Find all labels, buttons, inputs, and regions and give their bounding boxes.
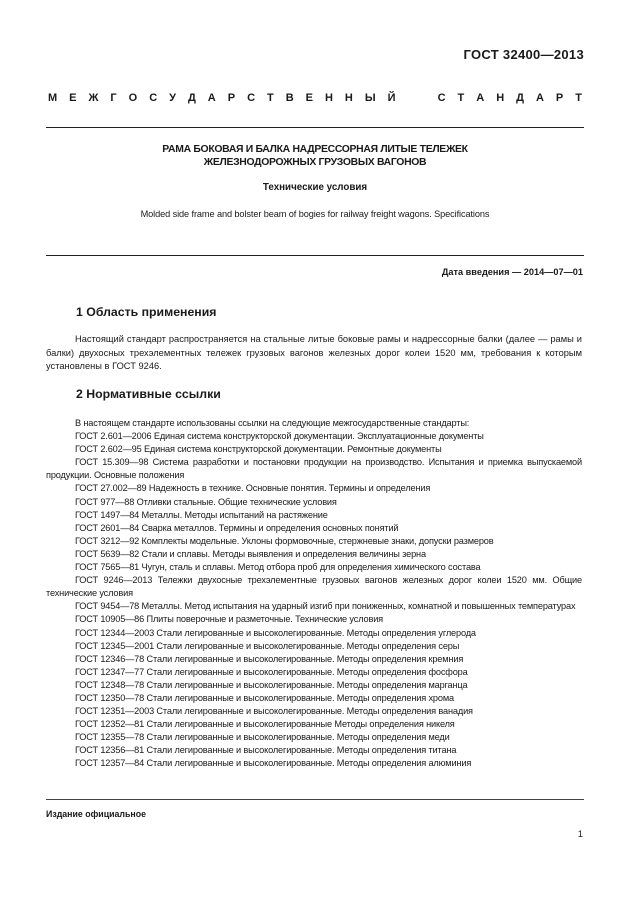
english-title: Molded side frame and bolster beam of bogies for railway freight wagons. Specifications <box>140 209 490 219</box>
reference-item: ГОСТ 2601—84 Сварка металлов. Термины и определения основных понятий <box>75 522 399 533</box>
banner-letter: А <box>535 92 544 104</box>
banner-letter: С <box>437 92 446 104</box>
reference-item: ГОСТ 12348—78 Стали легированные и высоколегированные. Методы определения марганца <box>75 679 468 690</box>
reference-item: ГОСТ 12345—2001 Стали легированные и высоколегированные. Методы определения серы <box>75 640 460 651</box>
banner-letter: Ж <box>88 92 99 104</box>
banner-letter: Й <box>387 92 396 104</box>
reference-item: ГОСТ 977—88 Отливки стальные. Общие технические условия <box>75 496 337 507</box>
reference-item: ГОСТ 27.002—89 Надежность в технике. Основные понятия. Термины и определения <box>75 483 431 494</box>
banner-letter: Е <box>69 92 77 104</box>
document-subtitle: Технические условия <box>262 182 368 193</box>
reference-item: ГОСТ 12350—78 Стали легированные и высоколегированные. Методы определения хрома <box>75 692 454 703</box>
title-line-1: РАМА БОКОВАЯ И БАЛКА НАДРЕССОРНАЯ ЛИТЫЕ ТЕЛЕЖЕК <box>162 144 468 155</box>
reference-item: ГОСТ 7565—81 Чугун, сталь и сплавы. Метод отбора проб для определения химического состава <box>75 562 481 573</box>
reference-item: ГОСТ 2.602—95 Единая система конструкторской документации. Ремонтные документы <box>75 444 442 455</box>
banner-letter: Д <box>187 92 196 104</box>
references-intro: В настоящем стандарте использованы ссылки на следующие межгосударственные стандарты: <box>75 418 470 428</box>
banner-letter: Г <box>110 92 117 104</box>
banner-letter: Р <box>555 92 564 104</box>
reference-item: ГОСТ 12355—78 Стали легированные и высоколегированные. Методы определения меди <box>75 732 450 743</box>
scope-paragraph: Настоящий стандарт распространяется на стальные литые боковые рамы и надрессорные балки (далее — рамы и балки) двухосных трехэлементных тележек грузовых вагонов железных дорог колеи 1520 мм, требования к которым установлены в ГОСТ 9246. <box>46 334 582 372</box>
document-title <box>0 143 630 169</box>
banner-letter: С <box>247 92 256 104</box>
banner-letter: У <box>169 92 176 104</box>
title-divider <box>46 255 584 256</box>
title-line-2: ЖЕЛЕЗНОДОРОЖНЫХ ГРУЗОВЫХ ВАГОНОВ <box>203 157 427 168</box>
section-1-text <box>46 333 582 374</box>
reference-item: ГОСТ 12346—78 Стали легированные и высоколегированные. Методы определения кремния <box>75 653 464 664</box>
banner-letter: Ы <box>364 92 376 104</box>
normative-references-list <box>46 417 582 771</box>
banner-gap <box>423 92 426 104</box>
reference-item: ГОСТ 9454—78 Металлы. Метод испытания на ударный изгиб при пониженных, комнатной и повышенных температурах <box>75 601 576 612</box>
banner-letter: О <box>128 92 138 104</box>
banner-letter: Т <box>575 92 582 104</box>
footer-divider <box>46 799 584 800</box>
banner-letter: В <box>285 92 294 104</box>
reference-item: ГОСТ 12356—81 Стали легированные и высоколегированные. Методы определения титана <box>75 745 457 756</box>
reference-item: ГОСТ 2.601—2006 Единая система конструкторской документации. Эксплуатационные документы <box>75 431 484 442</box>
reference-item: ГОСТ 12344—2003 Стали легированные и высоколегированные. Методы определения углерода <box>75 627 476 638</box>
banner-letter: Р <box>227 92 236 104</box>
banner-letter: Т <box>457 92 465 104</box>
banner-letter: Н <box>496 92 505 104</box>
banner-letter: Т <box>267 92 274 104</box>
section-1-heading: 1 Область применения <box>76 305 217 319</box>
reference-item: ГОСТ 1497—84 Металлы. Методы испытаний на растяжение <box>75 509 328 520</box>
banner-letter: С <box>149 92 158 104</box>
reference-item: ГОСТ 12347—77 Стали легированные и высоколегированные. Методы определения фосфора <box>75 666 468 677</box>
banner-letter: А <box>207 92 216 104</box>
interstate-standard-banner <box>48 92 582 104</box>
reference-item: ГОСТ 12352—81 Стали легированные и высоколегированные Методы определения никеля <box>75 719 455 730</box>
banner-letter: Н <box>324 92 333 104</box>
banner-letter: Д <box>516 92 524 104</box>
introduction-date: Дата введения — 2014—07—01 <box>441 267 583 277</box>
reference-item: ГОСТ 12351—2003 Стали легированные и высоколегированные. Методы определения ванадия <box>75 706 473 717</box>
reference-item: ГОСТ 10905—86 Плиты поверочные и разметочные. Технические условия <box>75 614 384 625</box>
reference-item: ГОСТ 12357—84 Стали легированные и высоколегированные. Методы определения алюминия <box>75 758 472 769</box>
banner-gap <box>408 92 411 104</box>
banner-letter: Е <box>305 92 313 104</box>
edition-note: Издание официальное <box>46 809 146 819</box>
reference-item: ГОСТ 9246—2013 Тележки двухосные трехэлементные грузовых вагонов железных дорог колеи 1520 мм. Общие технические условия <box>46 575 582 599</box>
page-number: 1 <box>577 829 583 840</box>
reference-item: ГОСТ 3212—92 Комплекты модельные. Уклоны формовочные, стержневые знаки, допуски размеров <box>75 535 494 546</box>
reference-item: ГОСТ 15.309—98 Система разработки и постановки продукции на производство. Испытания и приемка выпускаемой продукции. Основные положения <box>46 457 582 481</box>
section-2-heading: 2 Нормативные ссылки <box>76 387 221 401</box>
banner-letter: М <box>48 92 58 104</box>
banner-letter: Н <box>344 92 353 104</box>
reference-item: ГОСТ 5639—82 Стали и сплавы. Методы выявления и определения величины зерна <box>75 548 426 559</box>
document-number: ГОСТ 32400—2013 <box>463 47 584 62</box>
header-divider <box>46 127 584 128</box>
banner-letter: А <box>476 92 485 104</box>
